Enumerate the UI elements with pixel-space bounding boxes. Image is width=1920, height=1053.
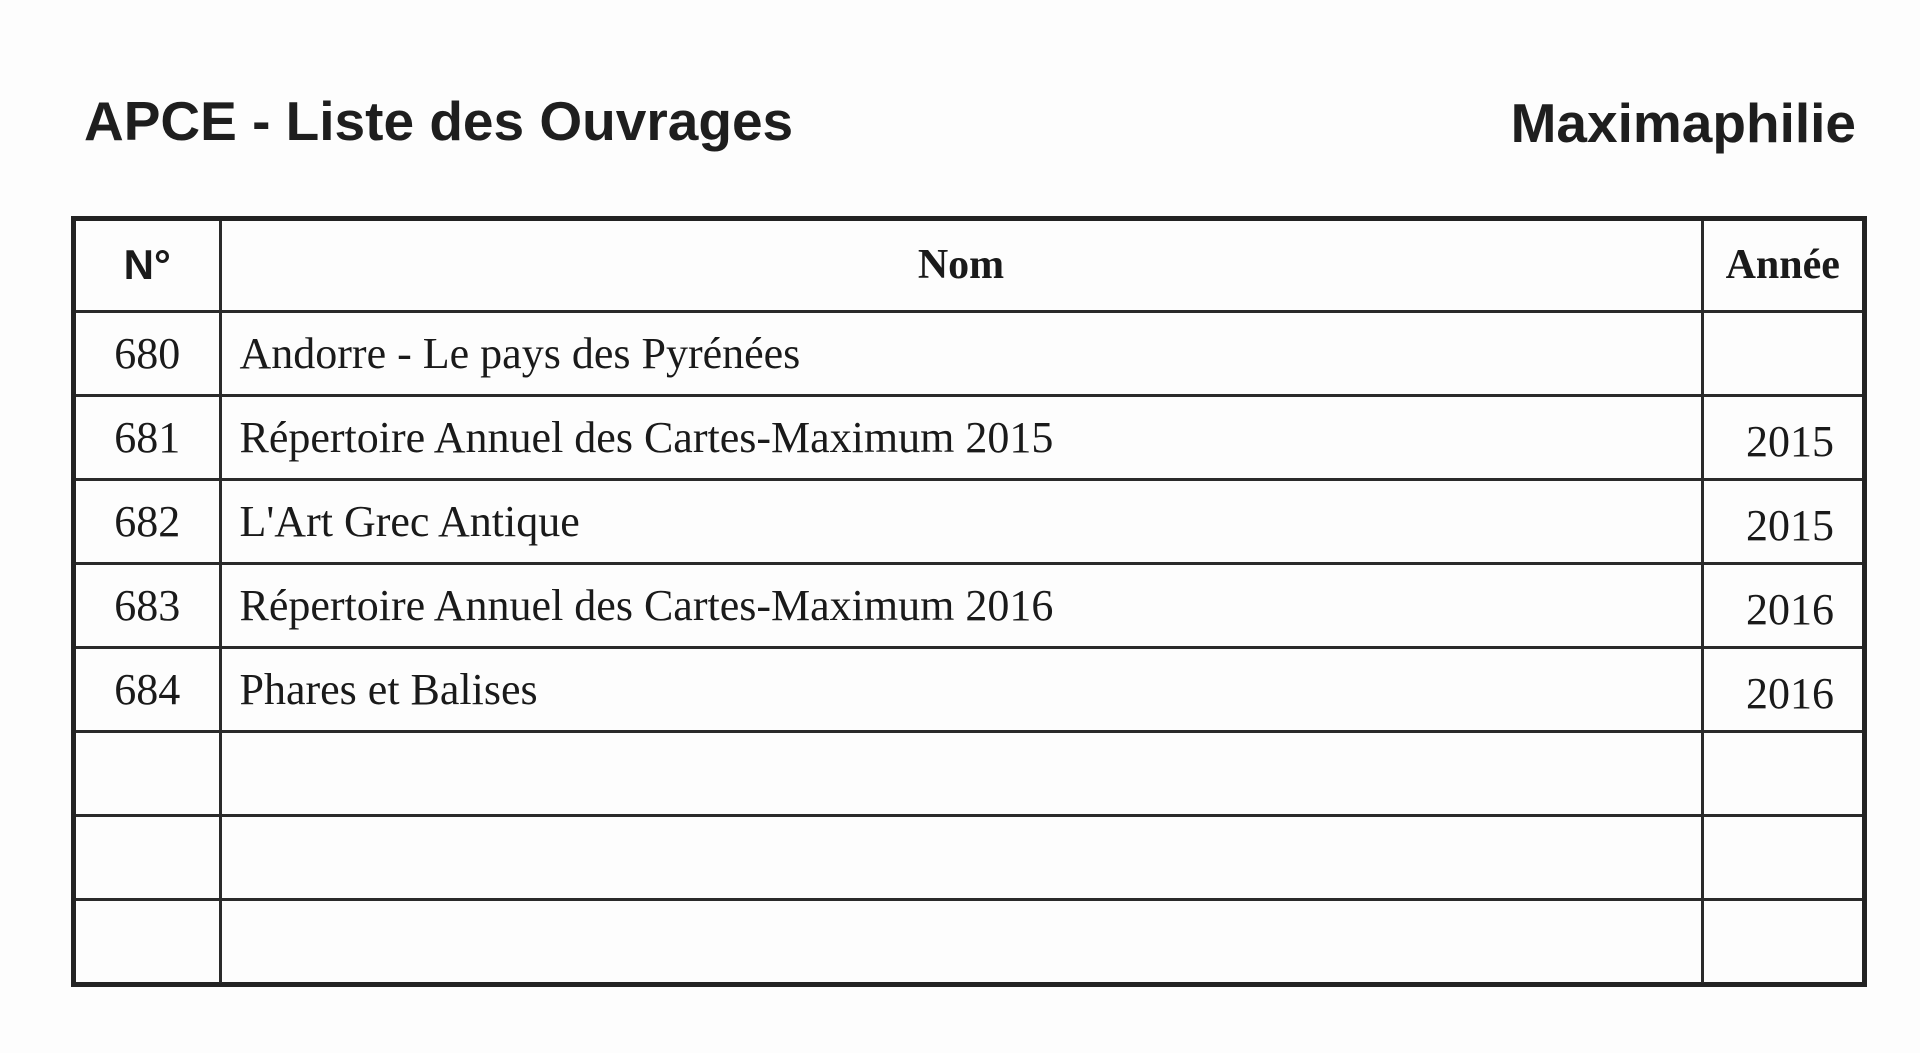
table-row bbox=[76, 395, 1862, 479]
row-name: Répertoire Annuel des Cartes-Maximum 2016 bbox=[220, 563, 1702, 647]
works-table-grid bbox=[76, 221, 1862, 983]
row-year: 2016 bbox=[1702, 647, 1862, 731]
table-header-row bbox=[76, 221, 1862, 311]
row-year bbox=[1702, 311, 1862, 395]
table-row-empty bbox=[76, 815, 1862, 899]
row-year bbox=[1702, 815, 1862, 899]
header-year: Année bbox=[1702, 221, 1862, 311]
header-name: Nom bbox=[220, 221, 1702, 311]
row-name: Phares et Balises bbox=[220, 647, 1702, 731]
row-name bbox=[220, 899, 1702, 983]
table-row bbox=[76, 479, 1862, 563]
row-number: 684 bbox=[76, 647, 220, 731]
table-row-empty bbox=[76, 899, 1862, 983]
row-number bbox=[76, 815, 220, 899]
document-category: Maximaphilie bbox=[1510, 92, 1856, 154]
table-row bbox=[76, 563, 1862, 647]
row-number bbox=[76, 899, 220, 983]
document-title: APCE - Liste des Ouvrages bbox=[84, 90, 794, 152]
row-number bbox=[76, 731, 220, 815]
row-name: Andorre - Le pays des Pyrénées bbox=[220, 311, 1702, 395]
works-table bbox=[71, 216, 1867, 987]
header-number: N° bbox=[76, 221, 220, 311]
row-name bbox=[220, 731, 1702, 815]
row-year bbox=[1702, 731, 1862, 815]
row-name bbox=[220, 815, 1702, 899]
table-row-empty bbox=[76, 731, 1862, 815]
row-number: 682 bbox=[76, 479, 220, 563]
row-year bbox=[1702, 899, 1862, 983]
row-name: Répertoire Annuel des Cartes-Maximum 2015 bbox=[220, 395, 1702, 479]
row-number: 683 bbox=[76, 563, 220, 647]
table-row bbox=[76, 311, 1862, 395]
row-number: 680 bbox=[76, 311, 220, 395]
table-row bbox=[76, 647, 1862, 731]
row-name: L'Art Grec Antique bbox=[220, 479, 1702, 563]
row-year: 2015 bbox=[1702, 395, 1862, 479]
row-year: 2016 bbox=[1702, 563, 1862, 647]
row-year: 2015 bbox=[1702, 479, 1862, 563]
row-number: 681 bbox=[76, 395, 220, 479]
